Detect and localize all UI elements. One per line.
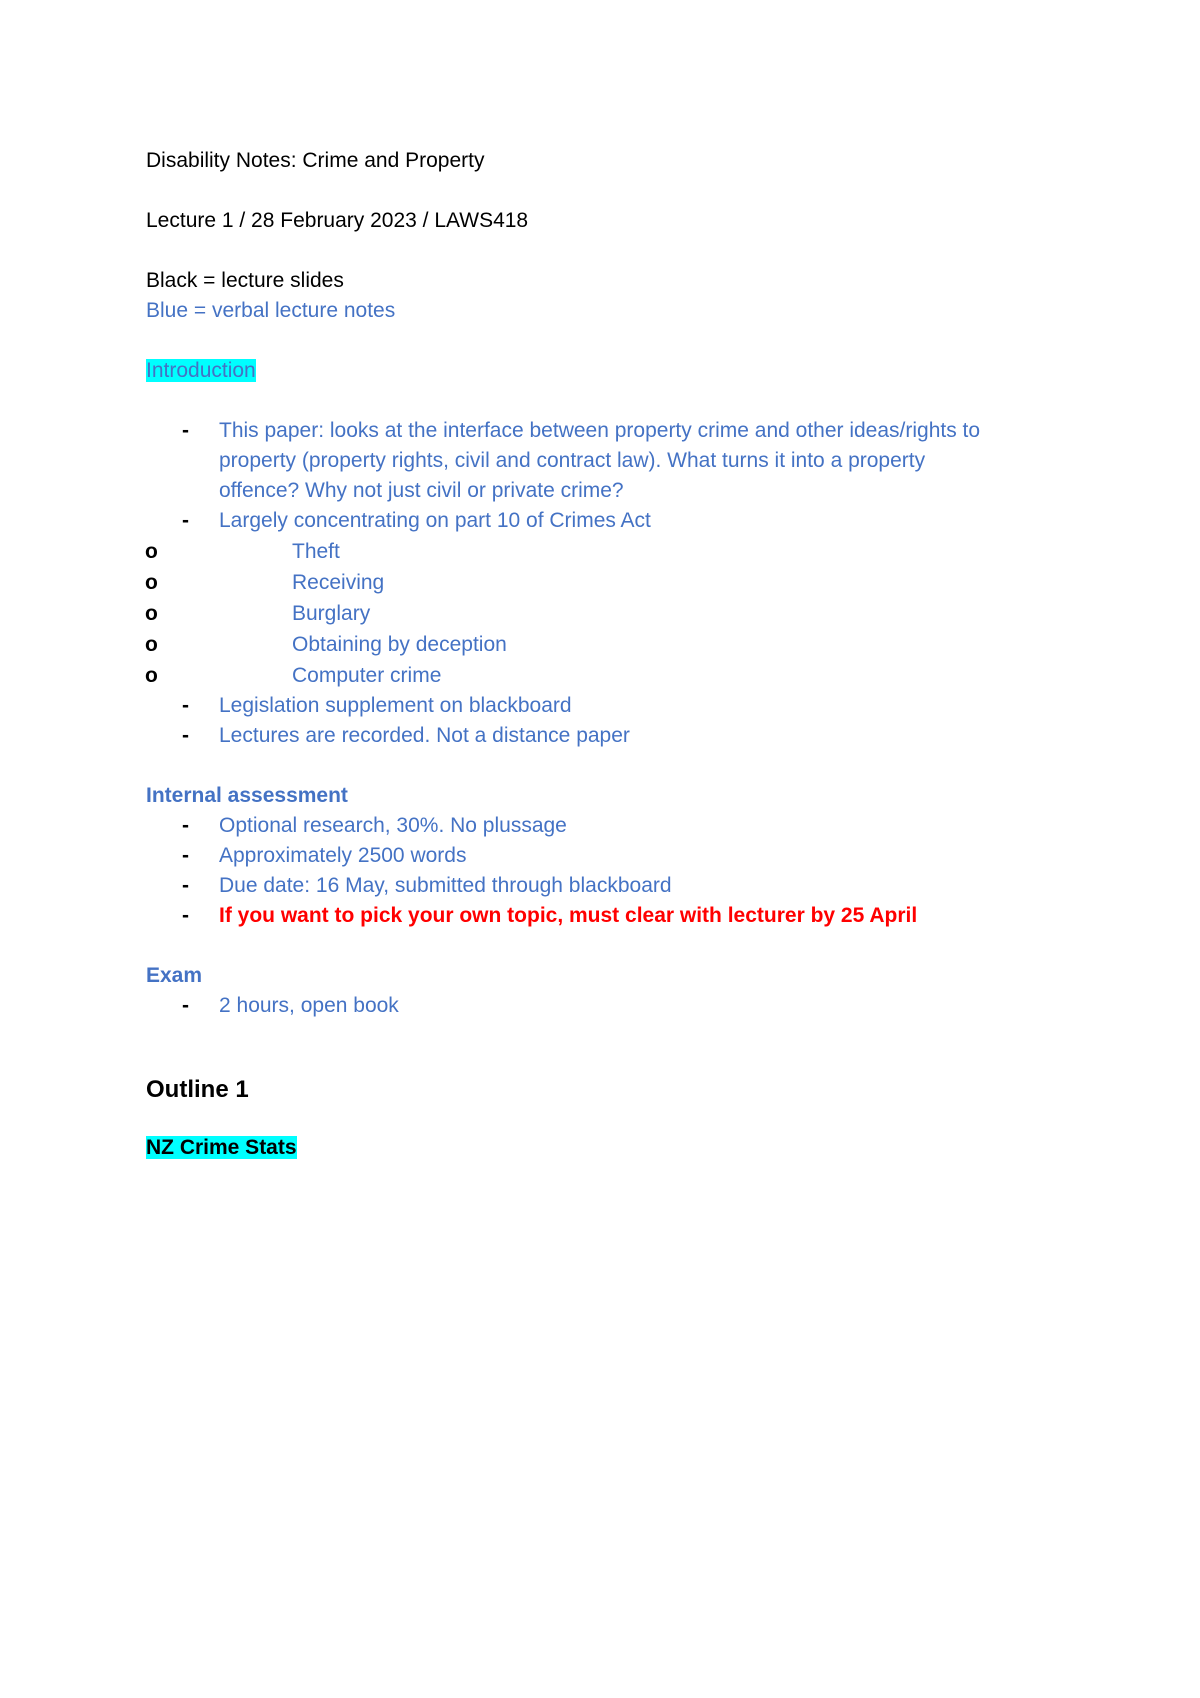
circle-marker: o [145, 540, 158, 563]
list-item-text: Largely concentrating on part 10 of Crimes Act [219, 509, 651, 532]
list-item-text: Receiving [292, 571, 385, 594]
dash-marker: - [182, 509, 189, 532]
list-item [146, 991, 1086, 1021]
list-item-text: Legislation supplement on blackboard [219, 694, 572, 717]
internal-assessment-list [146, 811, 1086, 931]
list-item-text: Obtaining by deception [292, 633, 507, 656]
warning-text: If you want to pick your own topic, must clear with lecturer by 25 April [219, 904, 918, 927]
dash-marker: - [182, 694, 189, 717]
document-page [146, 146, 1086, 1163]
list-item [146, 691, 1086, 721]
internal-assessment-heading: Internal assessment [146, 784, 348, 807]
dash-marker: - [182, 419, 189, 442]
nz-crime-stats-text: NZ Crime Stats [146, 1136, 297, 1159]
circle-marker: o [145, 633, 158, 656]
list-item-text: Lectures are recorded. Not a distance paper [219, 724, 630, 747]
exam-list [146, 991, 1086, 1021]
circle-marker: o [145, 571, 158, 594]
exam-heading: Exam [146, 964, 203, 987]
introduction-list [146, 416, 1086, 751]
crimes-act-sublist [145, 536, 1086, 691]
nz-crime-stats-heading [146, 1133, 1086, 1163]
list-item [146, 721, 1086, 751]
legend-black: Black = lecture slides [146, 269, 344, 292]
list-item-warning [146, 901, 1086, 931]
list-item-text: Optional research, 30%. No plussage [219, 814, 567, 837]
dash-marker: - [182, 814, 189, 837]
introduction-heading [146, 356, 1086, 386]
dash-marker: - [182, 904, 189, 927]
list-item-text: Approximately 2500 words [219, 844, 467, 867]
list-item [145, 660, 1086, 691]
list-item-text: 2 hours, open book [219, 994, 399, 1017]
dash-marker: - [182, 844, 189, 867]
outline-heading: Outline 1 [146, 1076, 249, 1103]
legend-blue: Blue = verbal lecture notes [146, 299, 396, 322]
list-item-text: Due date: 16 May, submitted through blackboard [219, 874, 672, 897]
document-title: Disability Notes: Crime and Property [146, 149, 485, 172]
list-item [145, 598, 1086, 629]
list-item-text: Theft [292, 540, 340, 563]
list-item-text: Burglary [292, 602, 371, 625]
list-item [145, 567, 1086, 598]
list-item-text: This paper: looks at the interface between property crime and other ideas/rights to property (property rights, civil and contract law). What turns it into a property offence? Why not just civil or private crime? [219, 419, 981, 502]
dash-marker: - [182, 724, 189, 747]
dash-marker: - [182, 994, 189, 1017]
list-item [145, 536, 1086, 567]
list-item [146, 871, 1086, 901]
circle-marker: o [145, 664, 158, 687]
circle-marker: o [145, 602, 158, 625]
list-item [145, 629, 1086, 660]
dash-marker: - [182, 874, 189, 897]
list-item [146, 841, 1086, 871]
list-item-text: Computer crime [292, 664, 442, 687]
list-item [146, 416, 1086, 506]
list-item [146, 811, 1086, 841]
list-item [146, 506, 1086, 691]
introduction-heading-text: Introduction [146, 359, 256, 382]
lecture-info: Lecture 1 / 28 February 2023 / LAWS418 [146, 209, 529, 232]
